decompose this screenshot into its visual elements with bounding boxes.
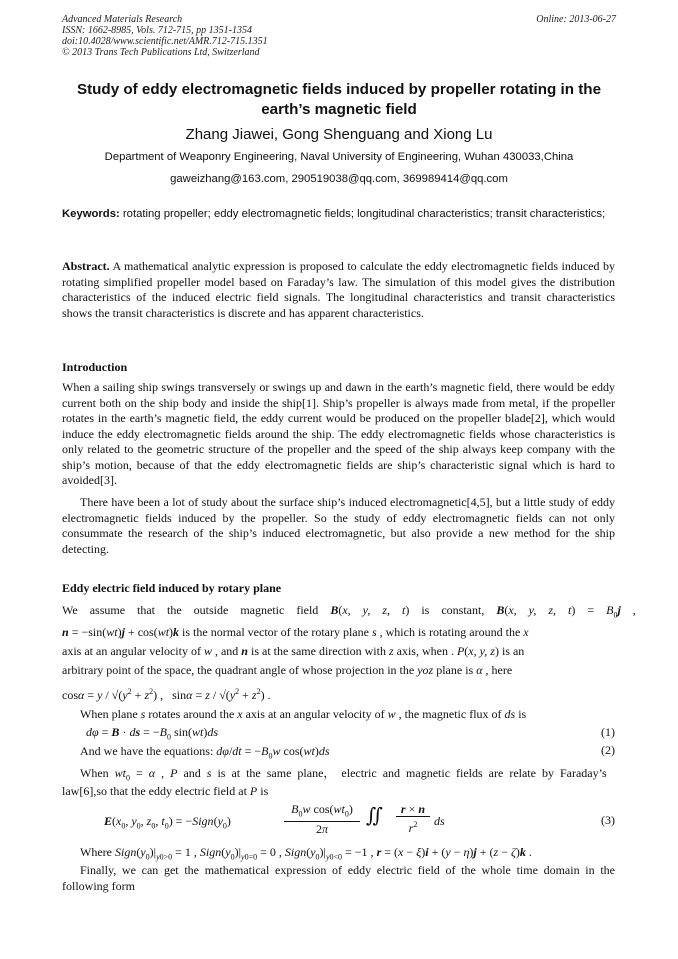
body-line: law[6],so that the eddy electric field at P is <box>62 784 269 798</box>
issn-line: ISSN: 1662-8985, Vols. 712-715, pp 1351-1354 <box>62 25 252 36</box>
section-heading-introduction: Introduction <box>62 360 128 374</box>
body-line: Where $Sign(y_0)|_{y0>0} = 1$ , $Sign(y_0)|_{y0=0} = 0$ , $Sign(y_0)|_{y0<0} = -1$ , r = (x − ξ)i + (y − η)j + (z − ζ)k . <box>80 845 532 862</box>
copyright-line: © 2013 Trans Tech Publications Ltd, Switzerland <box>62 47 260 58</box>
online-date: Online: 2013-06-27 <box>536 14 616 25</box>
body-line: When $wt_0 = \alpha$ , P and s is at the same plane， electric and magnetic fields are relate by Faraday’s <box>80 766 607 783</box>
journal-name: Advanced Materials Research <box>62 14 183 25</box>
keywords <box>62 207 615 222</box>
body-line: And we have the equations: $d\varphi/dt = -B_0w$ cos(wt)ds <box>80 744 330 761</box>
equation-1: dφ = B · ds = $-B_0$ sin(wt)ds <box>86 725 219 742</box>
keywords-text: rotating propeller; eddy electromagnetic fields; longitudinal characteristics; transit characteristics; <box>122 208 606 220</box>
body-line: When plane s rotates around the x axis at an angular velocity of w , the magnetic flux of ds is <box>80 707 527 721</box>
equation-3: $E(x_0$, $y_0$, $z_0$, $t_0$) = $-Sign(y_0)$ $B_0w$ $\cos(wt_0)$ 2π ∬ r × n $r^2$ ds <box>104 802 445 837</box>
paper-authors: Zhang Jiawei, Gong Shenguang and Xiong Lu <box>185 126 493 143</box>
intro-paragraph-1: When a sailing ship swings transversely or swings up and dawn in the earth’s magnetic field, there would be eddy current both on the ship body and inside the ship[1]. Ship’s propeller is always made from metal, if the propeller rotates in the earth’s magnetic field, the eddy current would be produced on the propeller blade[2], which would induce the eddy electromagnetic fields around the ship. The eddy electromagnetic fields whose characteristics is only related to the geometric structure of the propeller and the speed of the ship always keep company with the ship’s motion, because of that the eddy electromagnetic fields are ship’s characteristic signal which is hard to avoided[3]. <box>62 380 615 487</box>
body-line: We assume that the outside magnetic field B(x, y, z, t) is constant, B(x, y, z, $t) = B_0j$ , <box>62 603 636 620</box>
intro-paragraph-2: There have been a lot of study about the surface ship’s induced electromagnetic[4,5], but a little study of eddy electromagnetic fields induced by the propeller. So the study of eddy electromagnetic fields can not only consummate the research of the ship’s induced electromagnetic, but also provide a new method for the ship detecting. <box>62 495 615 556</box>
body-line: $\cos\alpha = y / √(y^2 + z^2)$ , $\sin\alpha = z / √(y^2 + z^2)$ . <box>62 687 271 702</box>
affiliation: Department of Weaponry Engineering, Naval University of Engineering, Wuhan 430033,China <box>104 151 574 163</box>
closing-paragraph: Finally, we can get the mathematical expression of eddy electric field of the whole time domain in the following form <box>62 863 615 893</box>
equation-number-1: (1) <box>601 725 615 739</box>
doi-line: doi:10.4028/www.scientific.net/AMR.712-715.1351 <box>62 36 268 47</box>
paper-title: Study of eddy electromagnetic fields induced by propeller rotating in the earth’s magnetic field <box>76 81 602 118</box>
equation-number-3: (3) <box>601 813 615 827</box>
keywords-label: Keywords: <box>62 208 120 220</box>
body-line: arbitrary point of the space, the quadrant angle of whose projection in the yoz plane is α , here <box>62 663 513 677</box>
equation-number-2: (2) <box>601 743 615 757</box>
author-emails: gaweizhang@163.com, 290519038@qq.com, 369989414@qq.com <box>170 173 508 185</box>
body-line: axis at an angular velocity of w , and n is at the same direction with z axis, when . P(x, y, z) is an <box>62 644 525 658</box>
abstract-text: A mathematical analytic expression is proposed to calculate the eddy electromagnetic fields induced by rotating simplified propeller model based on Faraday’s law. The simulation of this model gives the distribution characteristics of the induced electric field signals. The longitudinal characteristics and transit characteristics shows the transit characteristics is discrete and has apparent characteristics. <box>62 259 615 320</box>
abstract <box>62 259 615 321</box>
abstract-label: Abstract. <box>62 259 110 273</box>
journal-header <box>62 14 268 58</box>
section-heading-eddy-field: Eddy electric field induced by rotary plane <box>62 581 282 595</box>
body-line: n = −sin(wt)j + cos(wt)k is the normal vector of the rotary plane s , which is rotating around the x <box>62 625 529 639</box>
